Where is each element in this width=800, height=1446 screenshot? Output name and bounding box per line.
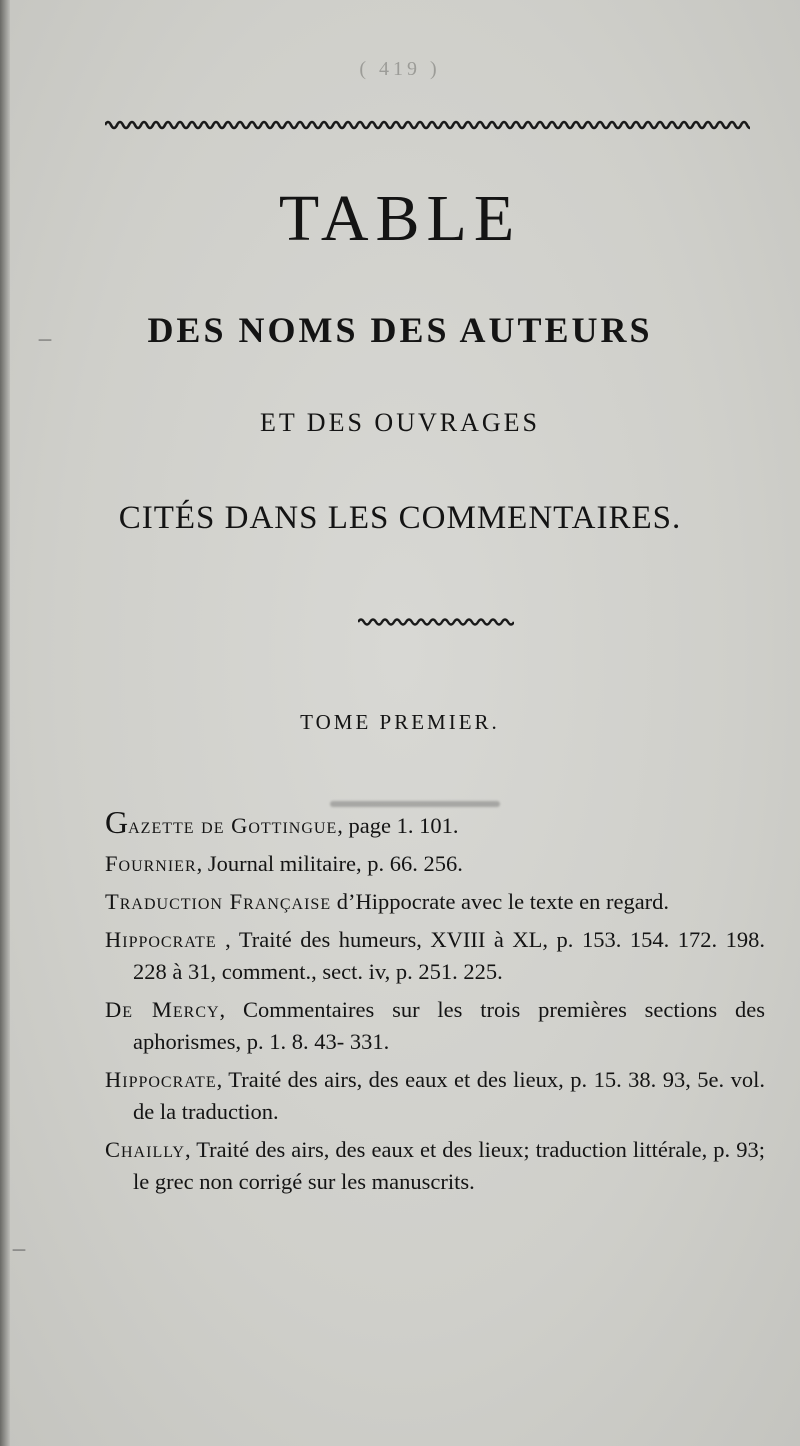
entry-author: Chailly xyxy=(105,1137,185,1162)
entry-author: De Mercy xyxy=(105,997,220,1022)
index-entry xyxy=(105,1134,765,1198)
index-entry xyxy=(105,924,765,988)
section-heading-tome: TOME PREMIER. xyxy=(300,710,500,734)
entry-text: , Traité des humeurs, XVIII à XL, p. 153. 154. 172. 198. 228 à 31, comment., sect. iv, p. 251. 225. xyxy=(133,927,765,984)
entry-text: , Commentaires sur les trois premières sections des aphorismes, p. 1. 8. 43- 331. xyxy=(133,997,765,1054)
entry-text: d’Hippocrate avec le texte en regard. xyxy=(331,889,670,914)
margin-mark: — xyxy=(12,1242,26,1258)
entry-author: Traduction Française xyxy=(105,889,332,914)
entry-text: , Journal militaire, p. 66. 256. xyxy=(196,851,463,876)
drop-initial: G xyxy=(105,804,129,840)
bleed-through-page-number: ( 419 ) xyxy=(359,58,441,80)
title-line-works: ET DES OUVRAGES xyxy=(260,408,540,437)
margin-mark: — xyxy=(38,332,52,348)
entry-author: azette de Gottingue xyxy=(128,813,338,838)
entry-text: , Traité des airs, des eaux et des lieux, p. 15. 38. 93, 5e. vol. de la traduction. xyxy=(133,1067,765,1124)
entry-author: Fournier xyxy=(105,851,197,876)
ornamental-rule-top xyxy=(105,118,750,132)
title-line-authors: DES NOMS DES AUTEURS xyxy=(147,310,653,350)
entry-author: Hippocrate xyxy=(105,927,217,952)
title-table: TABLE xyxy=(278,182,522,255)
index-entry xyxy=(105,1064,765,1128)
index-entry xyxy=(105,886,765,918)
index-entry xyxy=(105,848,765,880)
index-entries xyxy=(105,806,765,1204)
entry-text: , page 1. 101. xyxy=(337,813,459,838)
entry-text: , Traité des airs, des eaux et des lieux; traduction littérale, p. 93; le grec non corrigé sur les manuscrits. xyxy=(133,1137,765,1194)
title-line-cited: CITÉS DANS LES COMMENTAIRES. xyxy=(118,500,682,536)
index-entry xyxy=(105,994,765,1058)
ornamental-rule-middle xyxy=(358,616,514,628)
entry-author: Hippocrate xyxy=(105,1067,217,1092)
index-entry xyxy=(105,806,765,842)
